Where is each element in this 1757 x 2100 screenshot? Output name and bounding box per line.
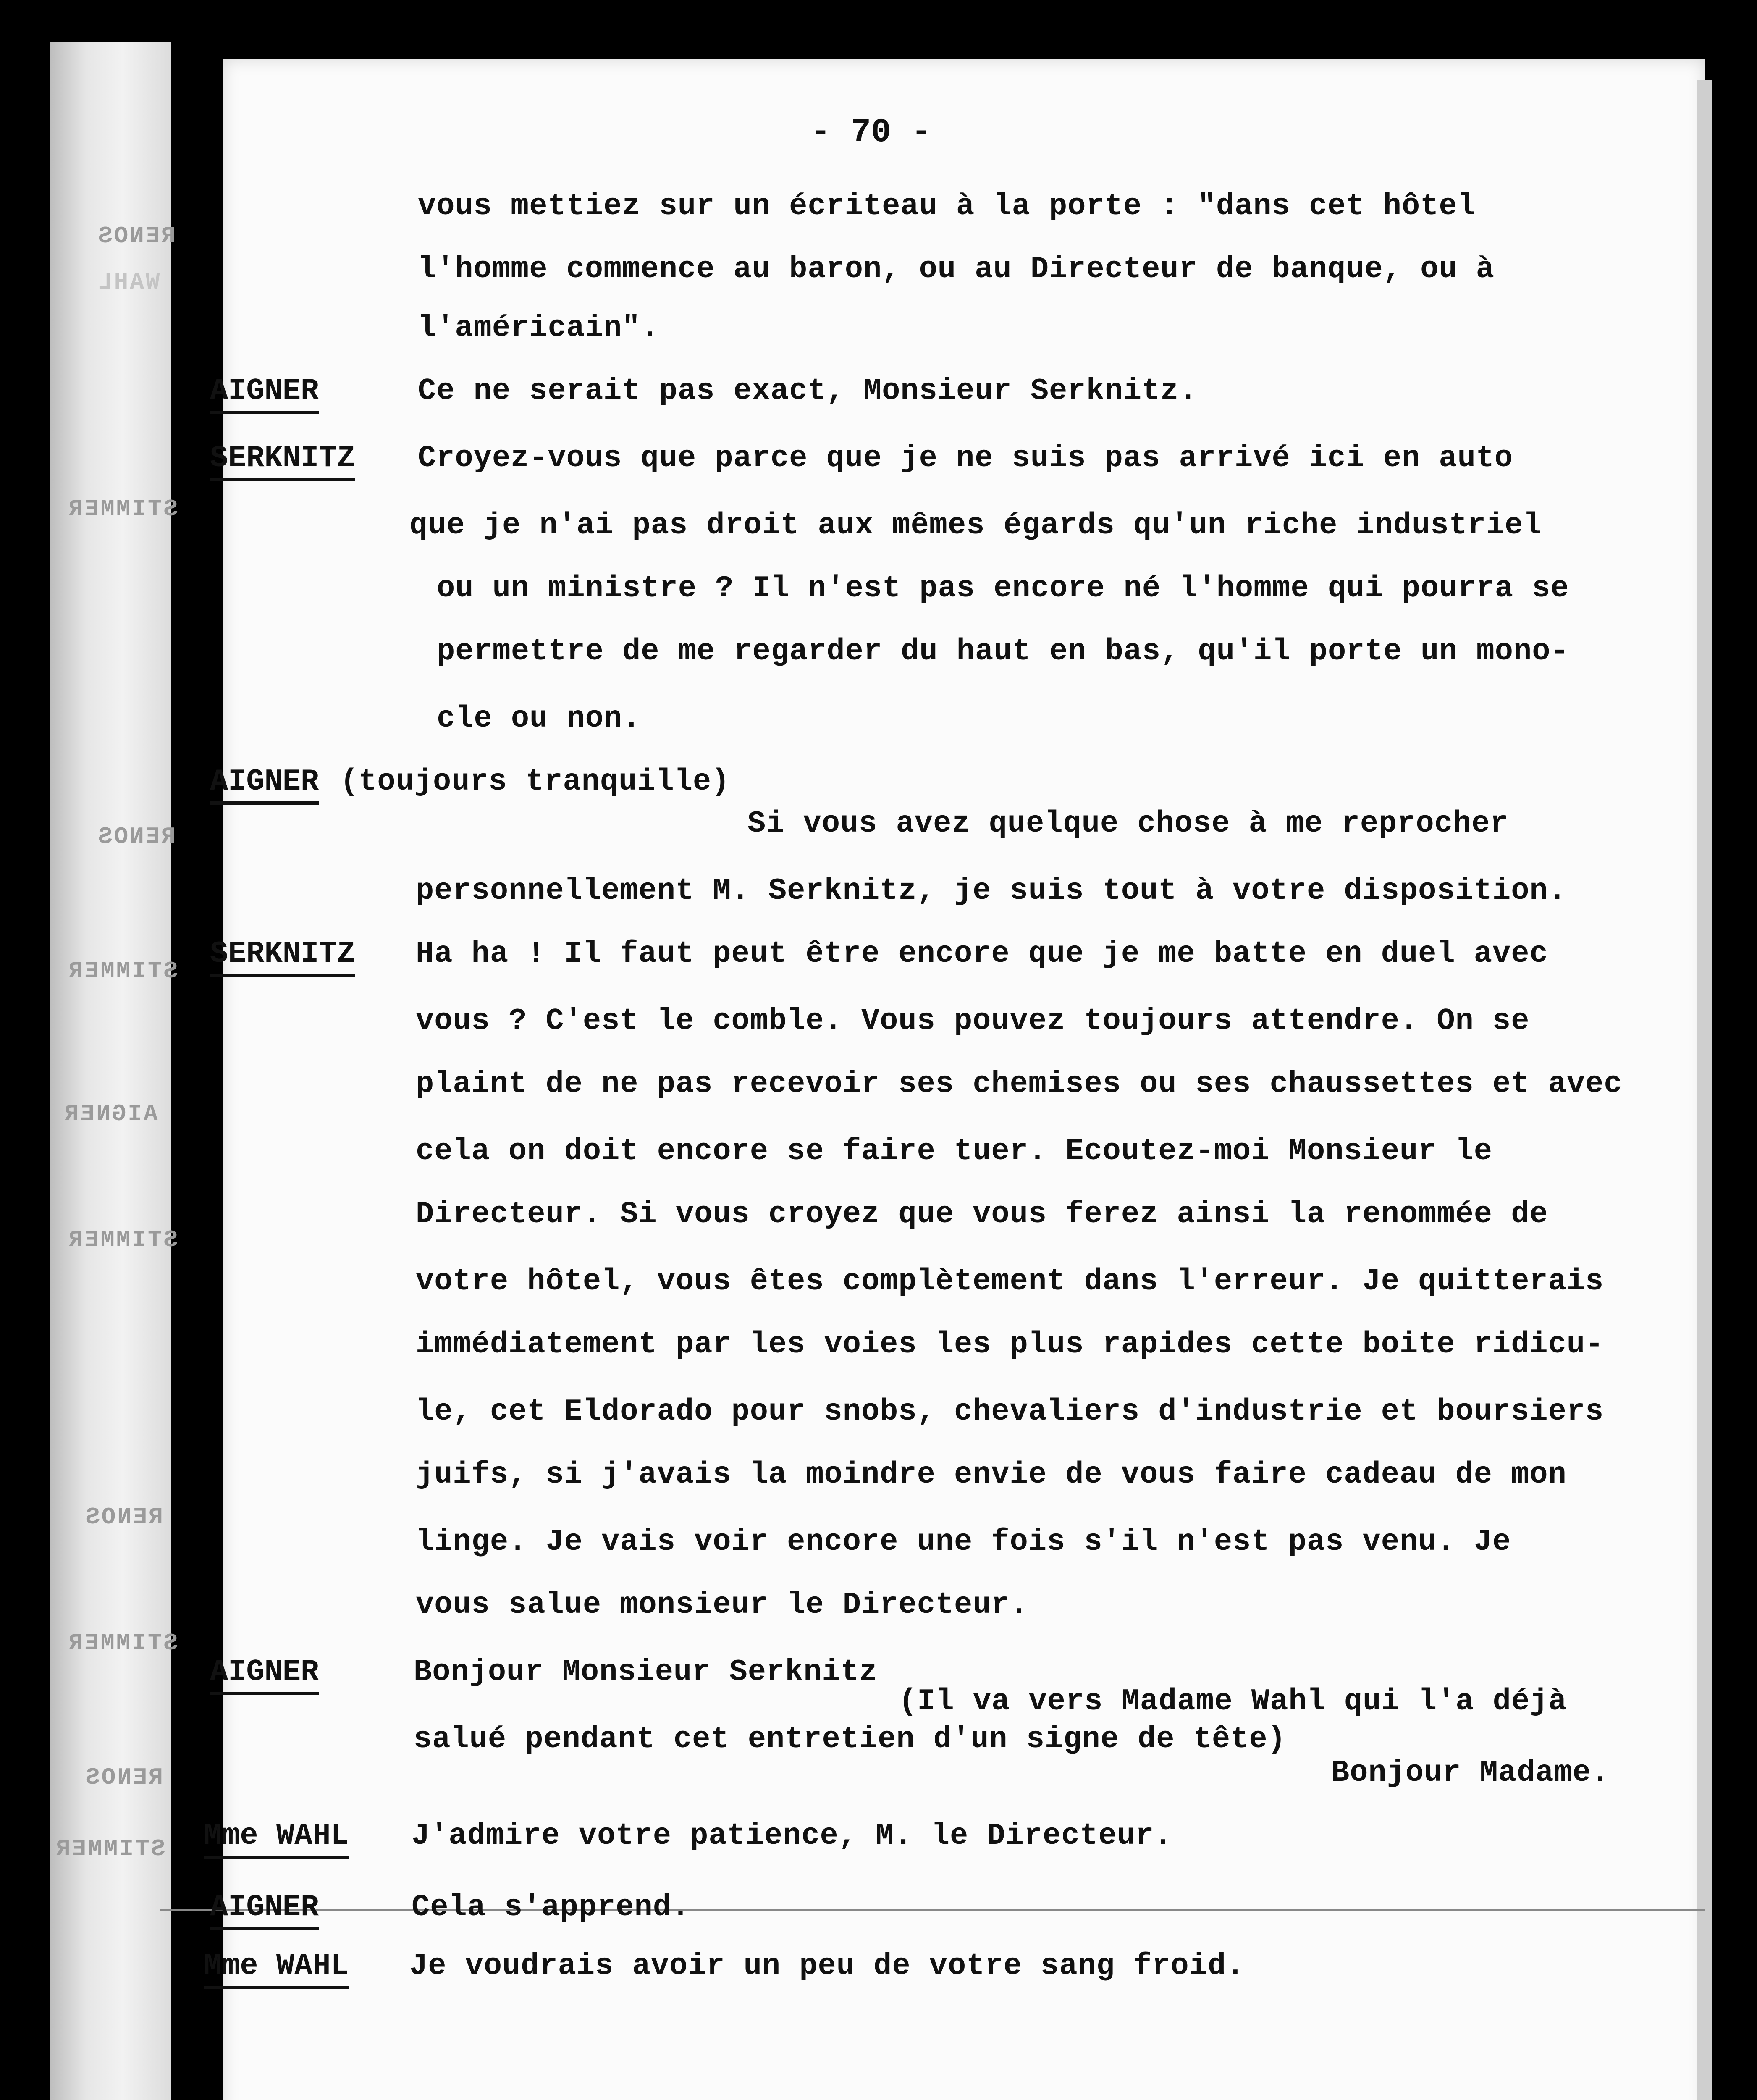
text-line: immédiatement par les voies les plus rapides cette boite ridicu- (416, 1327, 1604, 1362)
text-line: le, cet Eldorado pour snobs, chevaliers d'industrie et boursiers (416, 1394, 1604, 1429)
speaker-name: SERKNITZ (210, 937, 355, 977)
text-line: permettre de me regarder du haut en bas, qu'il porte un mono- (437, 634, 1569, 669)
text-line: cela on doit encore se faire tuer. Ecoutez-moi Monsieur le (416, 1134, 1493, 1168)
text-line: juifs, si j'avais la moindre envie de vous faire cadeau de mon (416, 1457, 1567, 1492)
strip-fragment: AIGNER (63, 1100, 158, 1127)
text-line: Ha ha ! Il faut peut être encore que je me batte en duel avec (416, 937, 1548, 971)
speaker-name: SERKNITZ (210, 441, 355, 481)
text-line: cle ou non. (437, 701, 641, 736)
strip-fragment: RENOS (97, 823, 176, 850)
text-line: plaint de ne pas recevoir ses chemises ou ses chaussettes et avec (416, 1067, 1623, 1101)
text-line: Croyez-vous que parce que je ne suis pas arrivé ici en auto (418, 441, 1513, 475)
stage-direction: (toujours tranquille) (340, 764, 730, 799)
stage-direction: (Il va vers Madame Wahl qui l'a déjà (899, 1684, 1567, 1719)
text-line: J'admire votre patience, M. le Directeur. (412, 1819, 1173, 1853)
strip-fragment: WAHL (97, 269, 160, 296)
speaker-name: AIGNER (210, 374, 319, 414)
text-line: l'américain". (418, 311, 659, 345)
text-line: vous ? C'est le comble. Vous pouvez toujours attendre. On se (416, 1004, 1530, 1038)
strip-fragment: STIMMER (67, 1630, 178, 1656)
speaker-name: AIGNER (210, 1890, 319, 1930)
page-number: - 70 - (810, 113, 932, 152)
text-line: vous mettiez sur un écriteau à la porte : "dans cet hôtel (418, 189, 1476, 223)
previous-page-strip (50, 42, 171, 2100)
speaker-name: AIGNER (210, 1655, 319, 1695)
text-line: personnellement M. Serknitz, je suis tout à votre disposition. (416, 874, 1567, 908)
text-line: Bonjour Monsieur Serknitz (414, 1655, 878, 1689)
stage-direction: salué pendant cet entretien d'un signe de tête) (414, 1722, 1286, 1756)
text-line: ou un ministre ? Il n'est pas encore né l'homme qui pourra se (437, 571, 1569, 606)
text-line: Si vous avez quelque chose à me reprocher (747, 806, 1509, 841)
text-line: Ce ne serait pas exact, Monsieur Serknitz. (418, 374, 1198, 408)
strip-fragment: RENOS (84, 1504, 163, 1530)
text-line: Bonjour Madame. (1331, 1756, 1610, 1790)
text-line: votre hôtel, vous êtes complètement dans l'erreur. Je quitterais (416, 1264, 1604, 1299)
strip-fragment: RENOS (84, 1764, 163, 1791)
text-line: Je voudrais avoir un peu de votre sang froid. (409, 1949, 1245, 1983)
text-line: l'homme commence au baron, ou au Directeur de banque, ou à (418, 252, 1495, 286)
strip-fragment: STIMMER (67, 958, 178, 984)
page-edge (1697, 80, 1712, 2100)
strip-fragment: STIMMER (55, 1835, 165, 1862)
text-line: linge. Je vais voir encore une fois s'il n'est pas venu. Je (416, 1525, 1511, 1559)
strip-fragment: STIMMER (67, 496, 178, 522)
fold-line (160, 1909, 1705, 1911)
strip-fragment: STIMMER (67, 1226, 178, 1253)
text-line: Directeur. Si vous croyez que vous ferez ainsi la renommée de (416, 1197, 1548, 1231)
strip-fragment: RENOS (97, 223, 176, 249)
speaker-name: Mme WAHL (204, 1819, 349, 1859)
text-line: Cela s'apprend. (412, 1890, 690, 1924)
speaker-name: Mme WAHL (204, 1949, 349, 1989)
text-line: vous salue monsieur le Directeur. (416, 1588, 1028, 1622)
speaker-name: AIGNER (210, 764, 319, 805)
text-line: que je n'ai pas droit aux mêmes égards qu'un riche industriel (409, 508, 1542, 543)
